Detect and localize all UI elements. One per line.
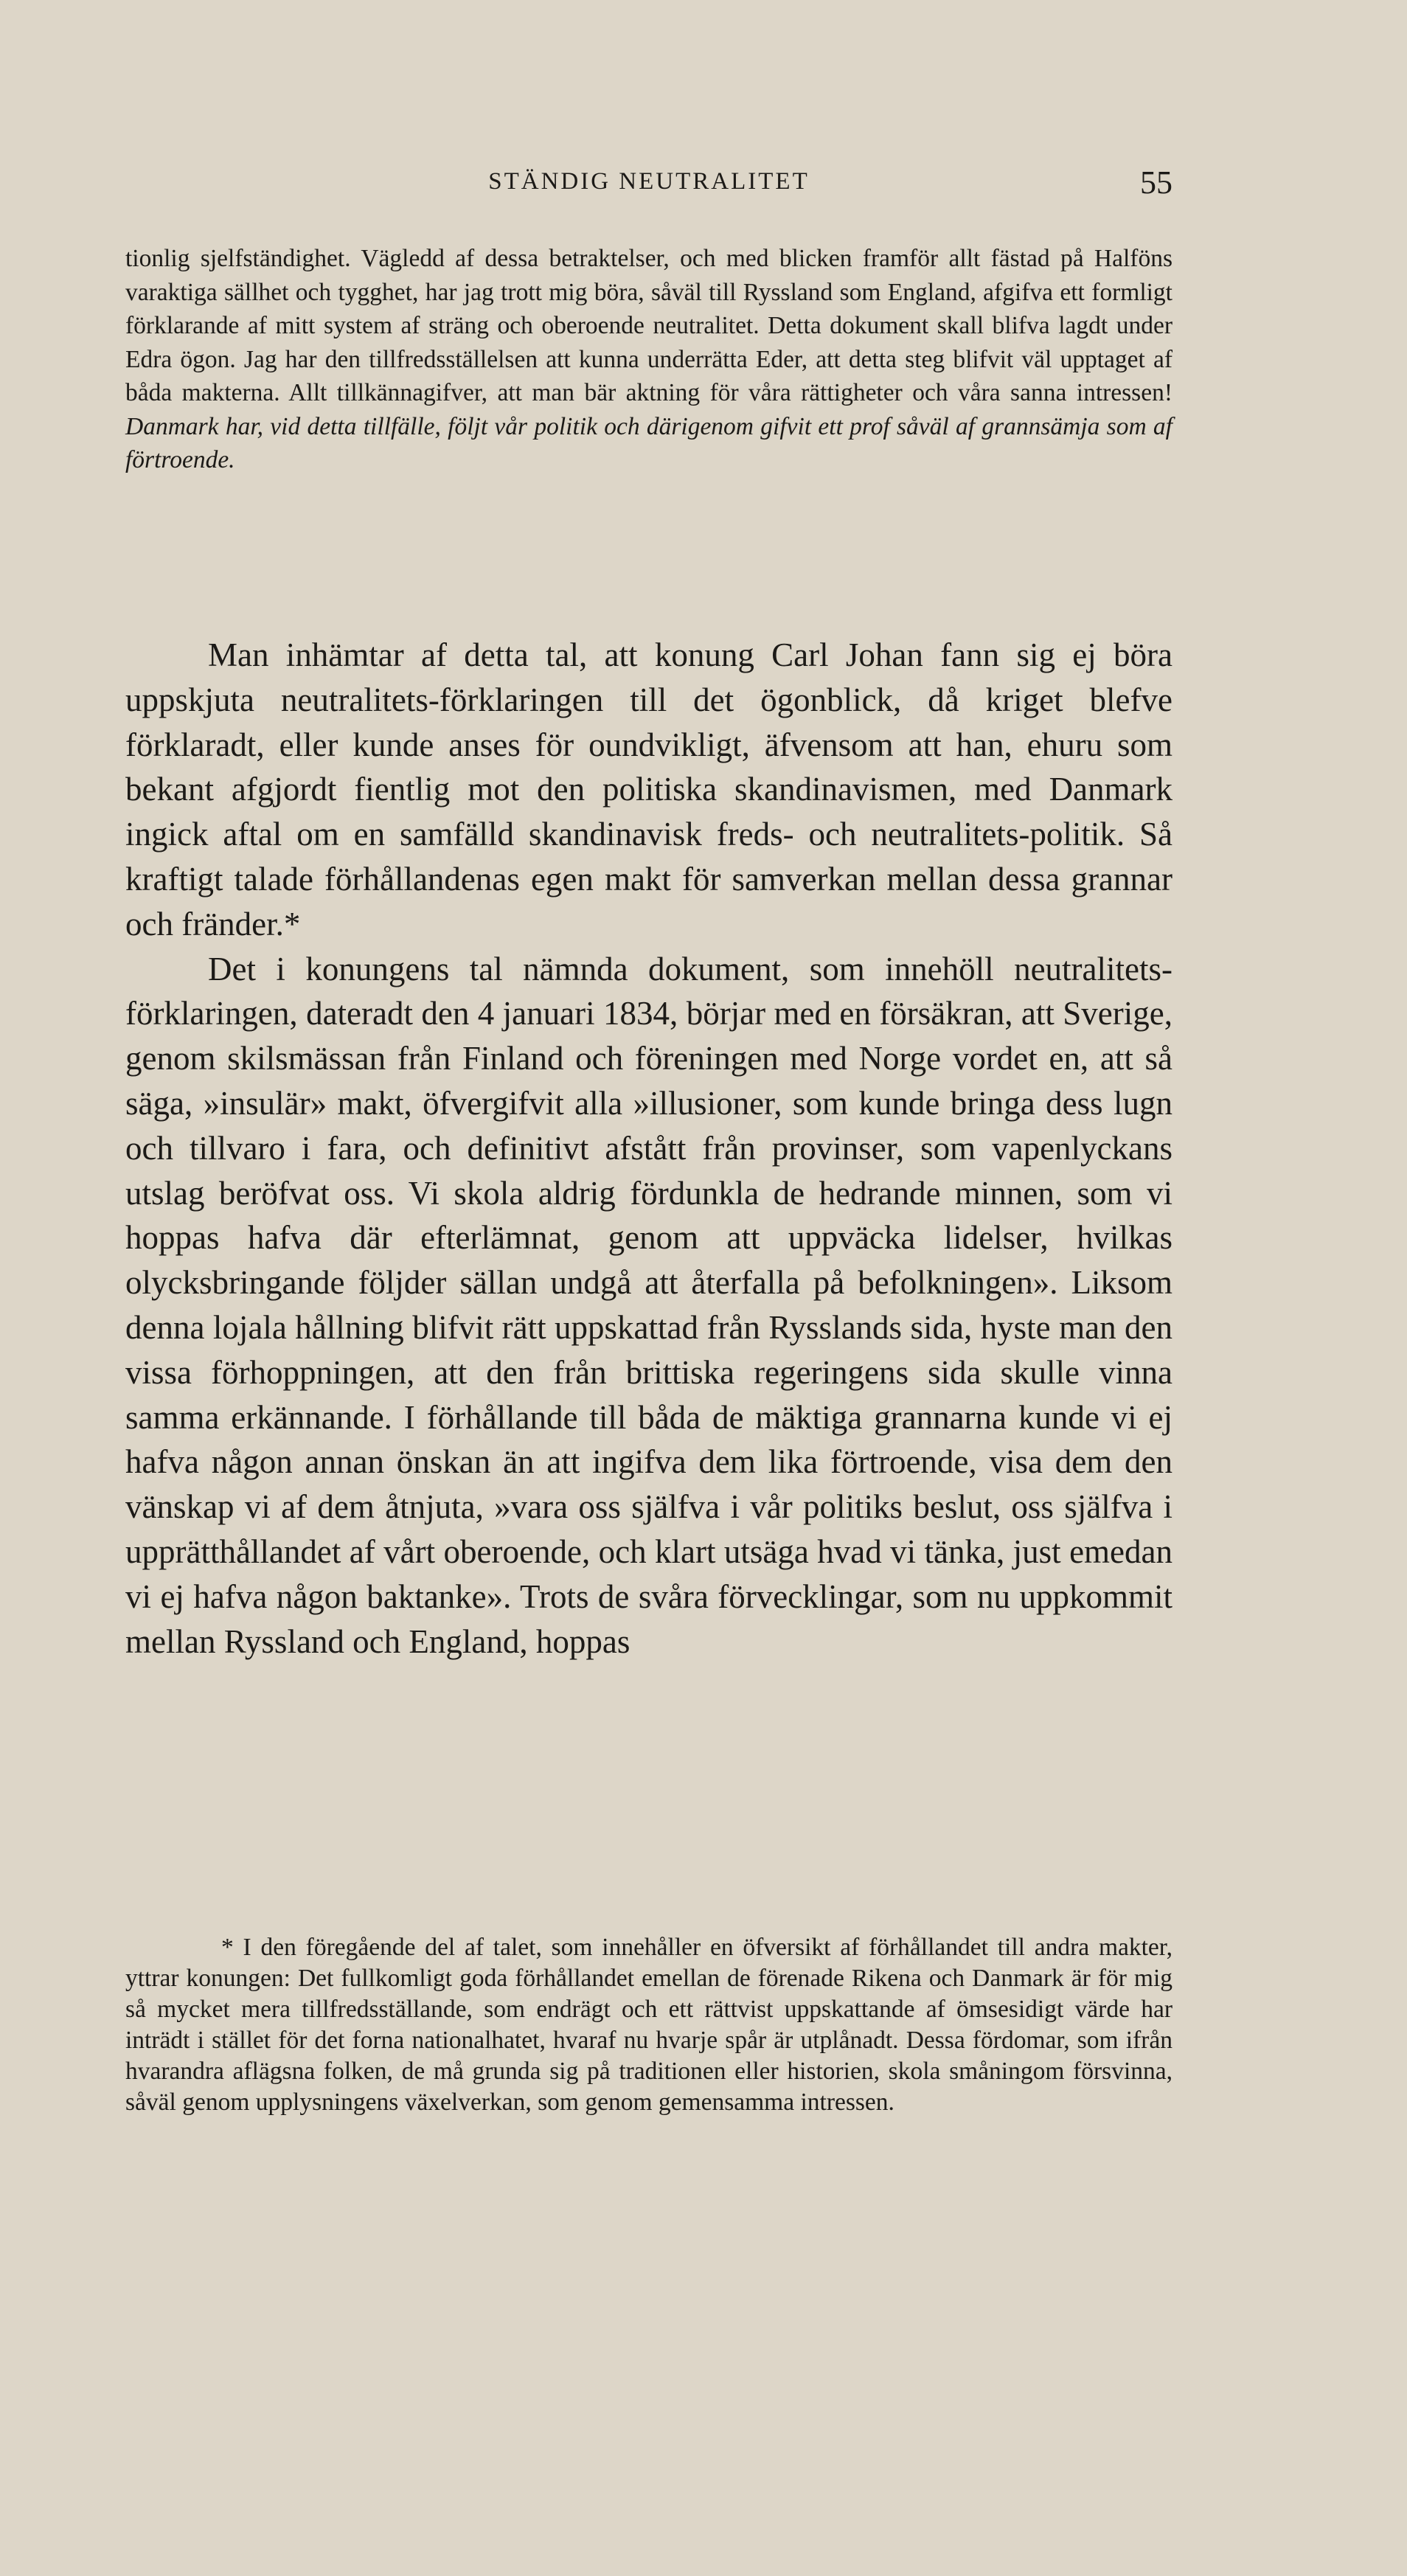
page-header <box>125 164 1172 212</box>
paragraph-2: Det i konungens tal nämnda dokument, som innehöll neutralitets-förklaringen, dateradt den 4 januari 1834, börjar med en försäkran, att Sverige, genom skilsmässan från Finland och föreningen med Norge vordet en, att så säga, »insulär» makt, öfvergifvit alla »illusioner, som kunde bringa dess lugn och tillvaro i fara, och definitivt afstått från provinser, som vapenlyckans utslag beröfvat oss. Vi skola aldrig fördunkla de hedrande minnen, som vi hoppas hafva där efterlämnat, genom att uppväcka lidelser, hvilkas olycksbringande följder sällan undgå att återfalla på befolkningen». Liksom denna lojala hållning blifvit rätt uppskattad från Rysslands sida, hyste man den vissa förhoppningen, att den från brittiska regeringens sida skulle vinna samma erkännande. I förhållande till båda de mäktiga grannarna kunde vi ej hafva någon annan önskan än att ingifva dem lika förtroende, visa dem den vänskap vi af dem åtnjuta, »vara oss själfva i vår politiks beslut, oss själfva i upprätthållandet af vårt oberoende, och klart utsäga hvad vi tänka, just emedan vi ej hafva någon baktanke». Trots de svåra förvecklingar, som nu uppkommit mellan Ryssland och England, hoppas <box>125 950 1172 1660</box>
page-number: 55 <box>1140 164 1172 201</box>
main-text <box>125 633 1172 1664</box>
quote-text: tionlig sjelfständighet. Vägledd af dessa betraktelser, och med blicken framför allt fästad på Halföns varaktiga sällhet och tygghet, har jag trott mig böra, såväl till Ryssland som England, afgifva ett formligt förklarande af mitt system af sträng och oberoende neutralitet. Detta dokument skall blifva lagdt under Edra ögon. Jag har den tillfredsställelsen att kunna underrätta Eder, att detta steg blifvit väl upptaget af båda makterna. Allt tillkännagifver, att man bär aktning för våra rättigheter och våra sanna intressen! <box>125 245 1172 406</box>
footnote <box>125 1932 1172 2118</box>
running-title: STÄNDIG NEUTRALITET <box>488 168 810 195</box>
paragraph-1: Man inhämtar af detta tal, att konung Carl Johan fann sig ej böra uppskjuta neutralitets-förklaringen till det ögonblick, då kriget blefve förklaradt, eller kunde anses för oundvikligt, äfvensom att han, ehuru som bekant afgjordt fientlig mot den politiska skandinavismen, med Danmark ingick aftal om en samfälld skandinavisk freds- och neutralitets-politik. Så kraftigt talade förhållandenas egen makt för samverkan mellan dessa grannar och fränder.* <box>125 636 1172 942</box>
quote-italic: Danmark har, vid detta tillfälle, följt vår politik och därigenom gifvit ett prof såväl af grannsämja som af förtroende. <box>125 412 1172 473</box>
quoted-speech <box>125 242 1172 477</box>
quote-paragraph <box>125 242 1172 477</box>
footnote-text: * I den föregående del af talet, som innehåller en öfversikt af förhållandet till andra makter, yttrar konungen: Det fullkomligt goda förhållandet emellan de förenade Rikena och Danmark är för mig så mycket mera tillfredsställande, som endrägt och ett rättvist uppskattande af ömsesidigt värde har inträdt i stället för det forna nationalhatet, hvaraf nu hvarje spår är utplånadt. Dessa fördomar, som ifrån hvarandra aflägsna folken, de må grunda sig på traditionen eller historien, skola småningom försvinna, såväl genom upplysningens växelverkan, som genom gemensamma intressen. <box>125 1934 1172 2116</box>
